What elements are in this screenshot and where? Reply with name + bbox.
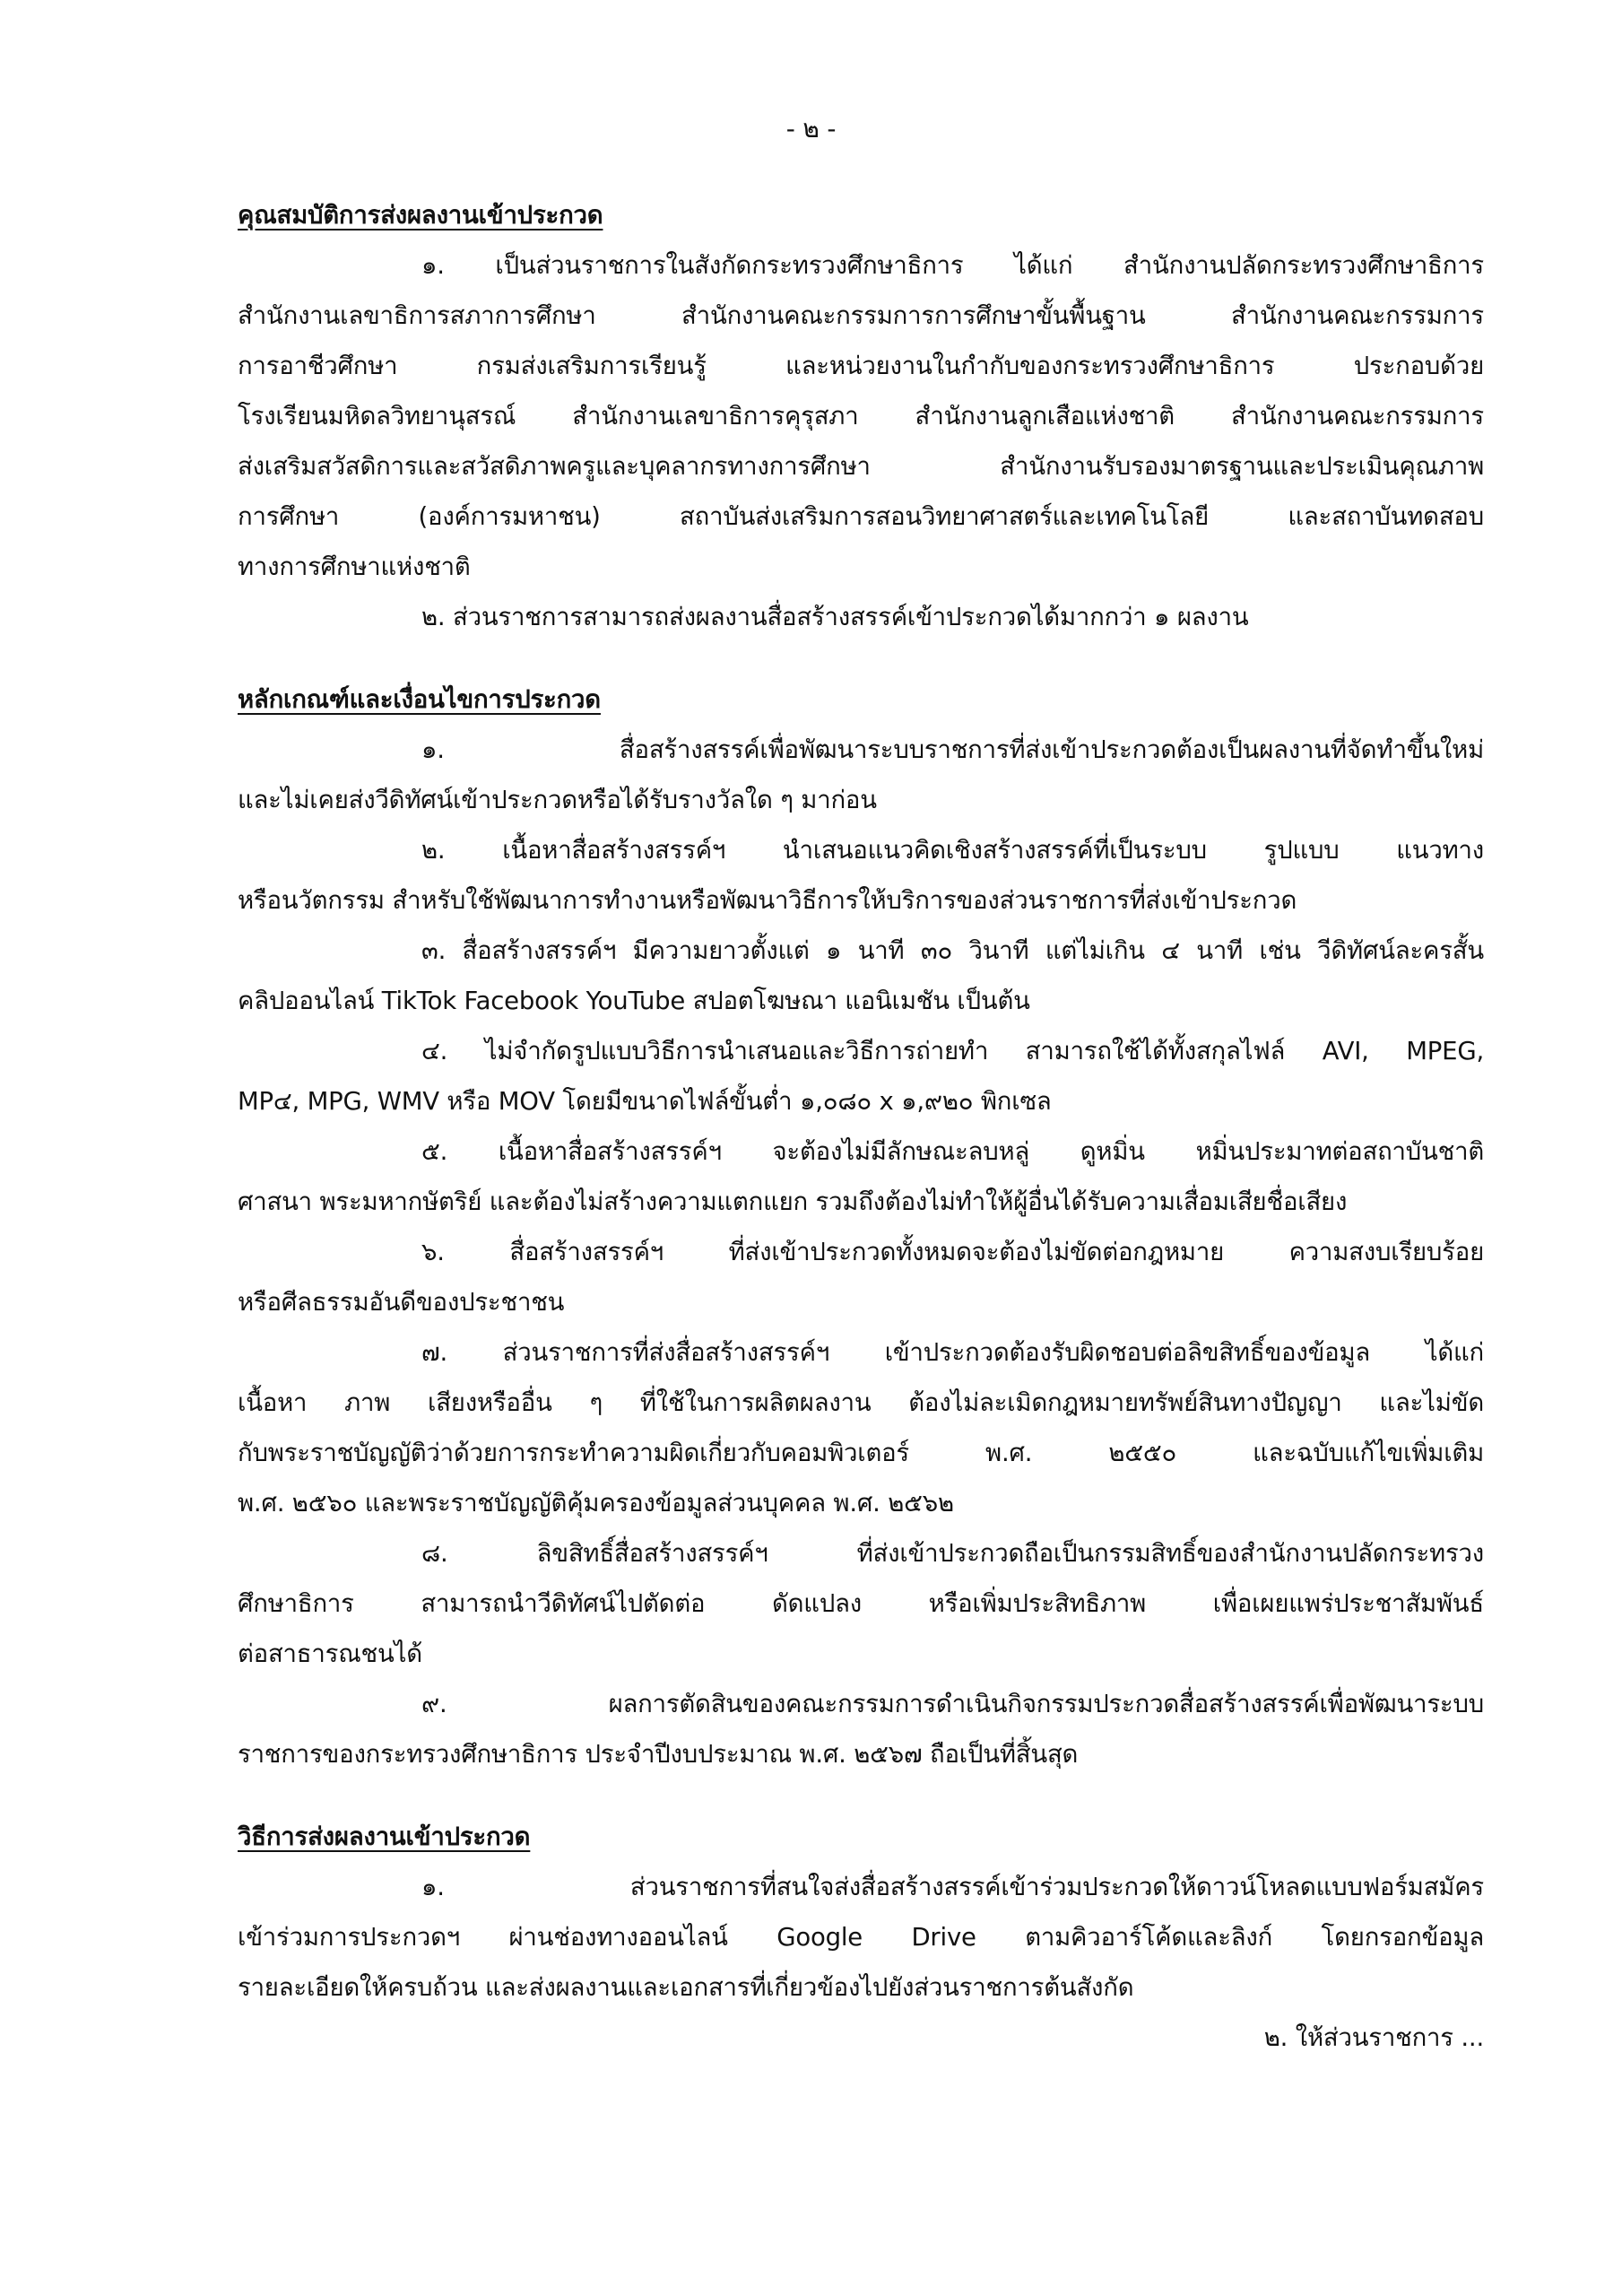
paragraph-line: สำนักงานเลขาธิการสภาการศึกษา สำนักงานคณะกรรมการการศึกษาขั้นพื้นฐาน สำนักงานคณะกรรมการ xyxy=(238,301,1484,330)
paragraph-line: การอาชีวศึกษา กรมส่งเสริมการเรียนรู้ และหน่วยงานในกำกับของกระทรวงศึกษาธิการ ประกอบด้วย xyxy=(238,352,1484,380)
section-heading-submission: วิธีการส่งผลงานเข้าประกวด xyxy=(238,1822,531,1851)
paragraph-line: ๗. ส่วนราชการที่ส่งสื่อสร้างสรรค์ฯ เข้าประกวดต้องรับผิดชอบต่อลิขสิทธิ์ของข้อมูล ได้แก่ xyxy=(421,1338,1484,1367)
paragraph-line: หรือนวัตกรรม สำหรับใช้พัฒนาการทำงานหรือพัฒนาวิธีการให้บริการของส่วนราชการที่ส่งเข้าประกวด xyxy=(238,886,1297,915)
paragraph-line: เนื้อหา ภาพ เสียงหรืออื่น ๆ ที่ใช้ในการผลิตผลงาน ต้องไม่ละเมิดกฎหมายทรัพย์สินทางปัญญา และไม่ขัด xyxy=(238,1388,1484,1417)
paragraph-line: รายละเอียดให้ครบถ้วน และส่งผลงานและเอกสารที่เกี่ยวข้องไปยังส่วนราชการต้นสังกัด xyxy=(238,1973,1134,2002)
paragraph-line: ศาสนา พระมหากษัตริย์ และต้องไม่สร้างความแตกแยก รวมถึงต้องไม่ทำให้ผู้อื่นได้รับความเสื่อมเสียชื่อเสียง xyxy=(238,1187,1348,1216)
paragraph-line: ทางการศึกษาแห่งชาติ xyxy=(238,552,471,581)
paragraph-line: ๕. เนื้อหาสื่อสร้างสรรค์ฯ จะต้องไม่มีลักษณะลบหลู่ ดูหมิ่น หมิ่นประมาทต่อสถาบันชาติ xyxy=(421,1137,1484,1166)
paragraph-line: โรงเรียนมหิดลวิทยานุสรณ์ สำนักงานเลขาธิการคุรุสภา สำนักงานลูกเสือแห่งชาติ สำนักงานคณะกรรมการ xyxy=(238,402,1484,430)
paragraph-line: ศึกษาธิการ สามารถนำวีดิทัศน์ไปตัดต่อ ดัดแปลง หรือเพิ่มประสิทธิภาพ เพื่อเผยแพร่ประชาสัมพันธ์ xyxy=(238,1589,1484,1618)
paragraph-line: คลิปออนไลน์ TikTok Facebook YouTube สปอตโฆษณา แอนิเมชัน เป็นต้น xyxy=(238,987,1030,1015)
paragraph-line: การศึกษา (องค์การมหาชน) สถาบันส่งเสริมการสอนวิทยาศาสตร์และเทคโนโลยี และสถาบันทดสอบ xyxy=(238,502,1484,531)
paragraph-line: ๔. ไม่จำกัดรูปแบบวิธีการนำเสนอและวิธีการถ่ายทำ สามารถใช้ได้ทั้งสกุลไฟล์ AVI, MPEG, xyxy=(421,1037,1484,1065)
paragraph-line: กับพระราชบัญญัติว่าด้วยการกระทำความผิดเกี่ยวกับคอมพิวเตอร์ พ.ศ. ๒๕๕๐ และฉบับแก้ไขเพิ่มเติม xyxy=(238,1439,1484,1467)
paragraph-line: ๙. ผลการตัดสินของคณะกรรมการดำเนินกิจกรรมประกวดสื่อสร้างสรรค์เพื่อพัฒนาระบบ xyxy=(421,1690,1484,1718)
page-number: - ๒ - xyxy=(785,114,837,144)
document-body xyxy=(238,190,1484,2063)
paragraph-line: ๖. สื่อสร้างสรรค์ฯ ที่ส่งเข้าประกวดทั้งหมดจะต้องไม่ขัดต่อกฎหมาย ความสงบเรียบร้อย xyxy=(421,1238,1484,1266)
paragraph-line: ส่งเสริมสวัสดิการและสวัสดิภาพครูและบุคลากรทางการศึกษา สำนักงานรับรองมาตรฐานและประเมินคุณภาพ xyxy=(238,452,1484,481)
paragraph-line: พ.ศ. ๒๕๖๐ และพระราชบัญญัติคุ้มครองข้อมูลส่วนบุคคล พ.ศ. ๒๕๖๒ xyxy=(238,1489,954,1518)
paragraph-line: ราชการของกระทรวงศึกษาธิการ ประจำปีงบประมาณ พ.ศ. ๒๕๖๗ ถือเป็นที่สิ้นสุด xyxy=(238,1740,1079,1769)
paragraph-line: ๑. สื่อสร้างสรรค์เพื่อพัฒนาระบบราชการที่ส่งเข้าประกวดต้องเป็นผลงานที่จัดทำขึ้นใหม่ xyxy=(421,735,1484,764)
paragraph-line: ๒. ส่วนราชการสามารถส่งผลงานสื่อสร้างสรรค์เข้าประกวดได้มากกว่า ๑ ผลงาน xyxy=(421,603,1249,631)
paragraph-line: ๑. ส่วนราชการที่สนใจส่งสื่อสร้างสรรค์เข้าร่วมประกวดให้ดาวน์โหลดแบบฟอร์มสมัคร xyxy=(421,1873,1484,1901)
continuation-note: ๒. ให้ส่วนราชการ ... xyxy=(1263,2023,1484,2052)
paragraph-line: และไม่เคยส่งวีดิทัศน์เข้าประกวดหรือได้รับรางวัลใด ๆ มาก่อน xyxy=(238,786,877,814)
section-heading-criteria: หลักเกณฑ์และเงื่อนไขการประกวด xyxy=(238,685,601,714)
section-gap xyxy=(238,642,1484,674)
section-gap xyxy=(238,1779,1484,1812)
paragraph-line: ต่อสาธารณชนได้ xyxy=(238,1639,422,1668)
paragraph-line: MP๔, MPG, WMV หรือ MOV โดยมีขนาดไฟล์ขั้นต่ำ ๑,๐๘๐ x ๑,๙๒๐ พิกเซล xyxy=(238,1087,1052,1116)
paragraph-line: ๑. เป็นส่วนราชการในสังกัดกระทรวงศึกษาธิการ ได้แก่ สำนักงานปลัดกระทรวงศึกษาธิการ xyxy=(421,251,1484,280)
paragraph-line: หรือศีลธรรมอันดีของประชาชน xyxy=(238,1288,565,1317)
paragraph-line: ๒. เนื้อหาสื่อสร้างสรรค์ฯ นำเสนอแนวคิดเชิงสร้างสรรค์ที่เป็นระบบ รูปแบบ แนวทาง xyxy=(421,836,1484,865)
section-heading-qualifications: คุณสมบัติการส่งผลงานเข้าประกวด xyxy=(238,201,603,230)
paragraph-line: ๘. ลิขสิทธิ์สื่อสร้างสรรค์ฯ ที่ส่งเข้าประกวดถือเป็นกรรมสิทธิ์ของสำนักงานปลัดกระทรวง xyxy=(421,1539,1484,1568)
paragraph-line: ๓. สื่อสร้างสรรค์ฯ มีความยาวตั้งแต่ ๑ นาที ๓๐ วินาที แต่ไม่เกิน ๔ นาที เช่น วีดิทัศน์ละครสั้น xyxy=(421,936,1484,965)
paragraph-line: เข้าร่วมการประกวดฯ ผ่านช่องทางออนไลน์ Google Drive ตามคิวอาร์โค้ดและลิงก์ โดยกรอกข้อมูล xyxy=(238,1923,1484,1952)
